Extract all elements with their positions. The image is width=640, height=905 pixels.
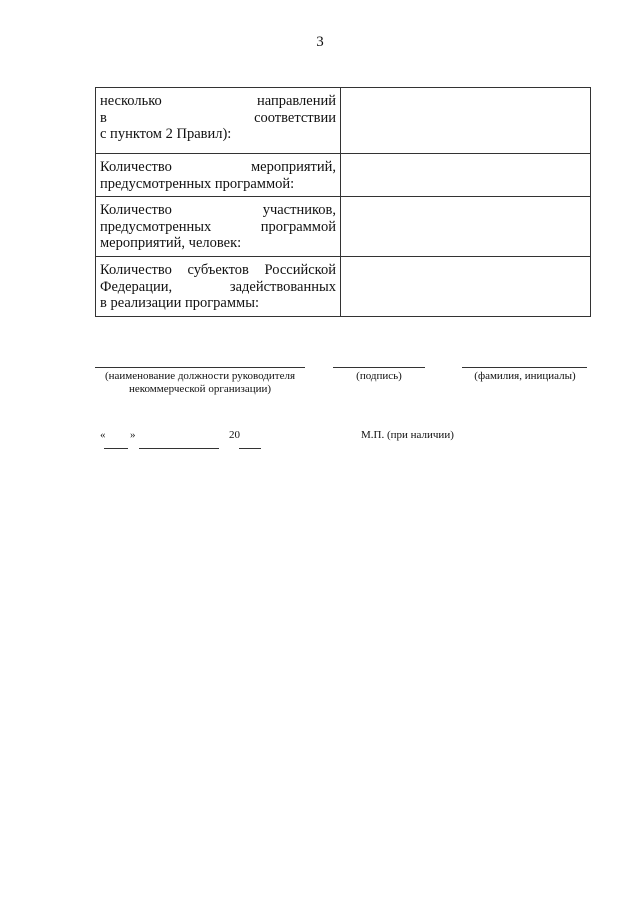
caption-line: (наименование должности руководителя — [104, 370, 296, 382]
name-caption: (фамилия, инициалы) — [474, 370, 576, 382]
label-line: несколько направлений — [100, 93, 336, 109]
row-label — [96, 154, 341, 197]
table-row — [96, 154, 591, 197]
table-row — [96, 197, 591, 257]
row-label — [96, 197, 341, 257]
signature-caption: (подпись) — [356, 370, 402, 382]
position-caption — [90, 370, 310, 396]
label-line: в соответствии — [100, 109, 336, 126]
value-field[interactable] — [341, 154, 591, 197]
label-line: Федерации, задействованных — [100, 278, 336, 295]
label-line: предусмотренных программой — [100, 218, 336, 235]
date-month-line[interactable] — [139, 448, 219, 449]
page-number: 3 — [316, 34, 324, 50]
label-line: Количество участников, — [100, 202, 336, 218]
date-year-prefix: 20 — [229, 429, 240, 441]
position-line[interactable] — [95, 367, 305, 368]
table-row — [96, 88, 591, 154]
row-label — [96, 88, 341, 154]
stamp-label: М.П. (при наличии) — [361, 429, 454, 441]
signature-line[interactable] — [333, 367, 425, 368]
value-field[interactable] — [341, 88, 591, 154]
date-open-quote: « — [100, 429, 106, 441]
label-line: с пунктом 2 Правил): — [100, 126, 232, 142]
program-info-table — [95, 87, 591, 317]
date-day-line[interactable] — [104, 448, 128, 449]
date-close-quote: » — [130, 429, 136, 441]
value-field[interactable] — [341, 197, 591, 257]
label-line: Количество мероприятий, — [100, 159, 336, 175]
table-row — [96, 257, 591, 317]
label-line: предусмотренных программой: — [100, 175, 295, 192]
date-year-line[interactable] — [239, 448, 261, 449]
label-line: Количество субъектов Российской — [100, 262, 336, 278]
row-label — [96, 257, 341, 317]
name-line[interactable] — [462, 367, 587, 368]
label-line: мероприятий, человек: — [100, 235, 242, 251]
value-field[interactable] — [341, 257, 591, 317]
label-line: в реализации программы: — [100, 295, 259, 311]
caption-line: некоммерческой организации) — [128, 383, 272, 395]
